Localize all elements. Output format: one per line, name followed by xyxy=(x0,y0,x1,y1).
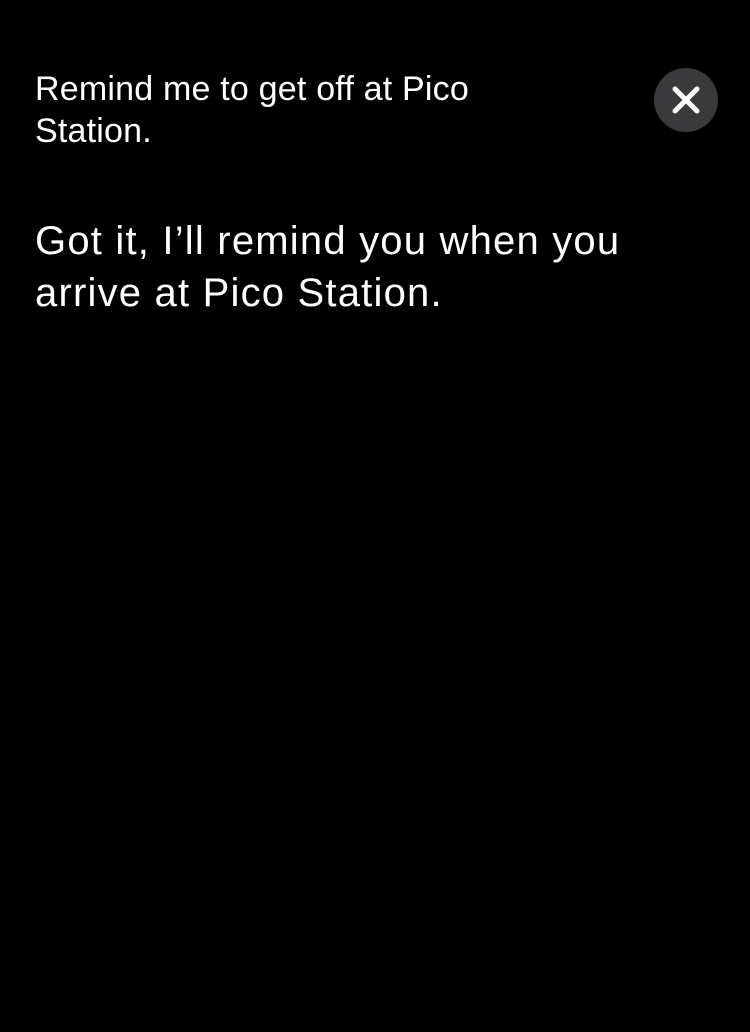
close-icon xyxy=(671,85,701,115)
assistant-response-text: Got it, I’ll remind you when you arrive at Pico Station. xyxy=(35,219,621,315)
user-query-text: Remind me to get off at Pico Station. xyxy=(35,70,469,150)
close-button[interactable] xyxy=(654,68,718,132)
